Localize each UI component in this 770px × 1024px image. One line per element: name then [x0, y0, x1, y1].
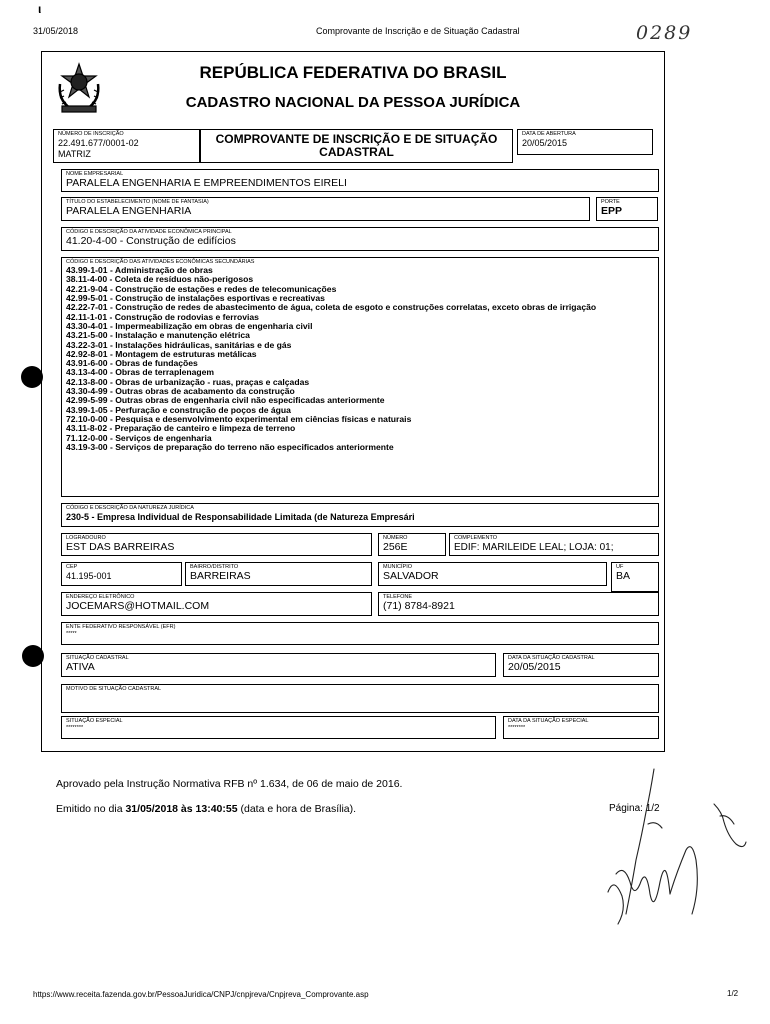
list-item: 43.91-6-00 - Obras de fundações: [66, 358, 198, 369]
complemento-value: EDIF: MARILEIDE LEAL; LOJA: 01;: [454, 542, 614, 553]
email-field: [61, 592, 372, 616]
numero-field: [378, 533, 446, 556]
inscricao-number: 22.491.677/0001-02: [58, 138, 139, 148]
situacao-especial-label: SITUAÇÃO ESPECIAL: [66, 718, 123, 724]
email-label: ENDEREÇO ELETRÔNICO: [66, 594, 135, 600]
atividade-principal-value: 41.20-4-00 - Construção de edifícios: [66, 235, 236, 247]
complemento-label: COMPLEMENTO: [454, 535, 497, 541]
municipio-label: MUNICÍPIO: [383, 564, 413, 570]
list-item: 43.21-5-00 - Instalação e manutenção elétrica: [66, 330, 250, 341]
situacao-especial-value: ********: [66, 725, 84, 731]
porte-label: PORTE: [601, 199, 620, 205]
situacao-label: SITUAÇÃO CADASTRAL: [66, 655, 129, 661]
abertura-field: [517, 129, 653, 155]
list-item: 42.99-5-01 - Construção de instalações esportivas e recreativas: [66, 292, 325, 303]
signature-icon: [596, 764, 766, 934]
hole-punch-icon: [21, 366, 43, 388]
print-date: 31/05/2018: [33, 26, 79, 36]
print-url: https://www.receita.fazenda.gov.br/PessoaJuridica/CNPJ/cnpjreva/Cnpjreva_Comprovante.asp: [33, 990, 369, 999]
logradouro-label: LOGRADOURO: [66, 535, 106, 541]
issued-text: [56, 803, 356, 815]
atividade-principal-label: CÓDIGO E DESCRIÇÃO DA ATIVIDADE ECONÔMICA PRINCIPAL: [66, 229, 232, 235]
list-item: 43.11-8-02 - Preparação de canteiro e limpeza de terreno: [66, 423, 296, 434]
data-situacao-especial-value: ********: [508, 725, 526, 731]
bairro-value: BARREIRAS: [190, 570, 251, 582]
list-item: 38.11-4-00 - Coleta de resíduos não-perigosos: [66, 274, 254, 285]
natureza-juridica-field: [61, 503, 659, 527]
cep-value: 41.195-001: [66, 571, 112, 581]
nome-fantasia-label: TÍTULO DO ESTABELECIMENTO (NOME DE FANTASIA): [66, 199, 209, 205]
nome-empresarial-label: NOME EMPRESARIAL: [66, 171, 124, 177]
uf-field: [611, 562, 659, 592]
data-situacao-value: 20/05/2015: [508, 661, 561, 673]
issued-suffix: (data e hora de Brasília).: [237, 803, 357, 815]
cep-label: CEP: [66, 564, 78, 570]
comprovante-title-box: [200, 129, 513, 163]
nome-empresarial-field: [61, 169, 659, 192]
inscricao-label: NÚMERO DE INSCRIÇÃO: [58, 131, 124, 137]
telefone-value: (71) 8784-8921: [383, 600, 455, 612]
situacao-value: ATIVA: [66, 661, 95, 673]
cnpj-title: CADASTRO NACIONAL DA PESSOA JURÍDICA: [185, 94, 521, 111]
approved-text: Aprovado pela Instrução Normativa RFB nº 1.634, de 06 de maio de 2016.: [56, 778, 403, 790]
list-item: 43.30-4-01 - Impermeabilização em obras de engenharia civil: [66, 320, 313, 331]
numero-label: NÚMERO: [383, 535, 408, 541]
list-item: 43.22-3-01 - Instalações hidráulicas, sanitárias e de gás: [66, 339, 292, 350]
corner-mark: ι: [38, 2, 42, 16]
logradouro-value: EST DAS BARREIRAS: [66, 541, 175, 553]
natureza-juridica-label: CÓDIGO E DESCRIÇÃO DA NATUREZA JURÍDICA: [66, 505, 194, 511]
atividades-secundarias-label: CÓDIGO E DESCRIÇÃO DAS ATIVIDADES ECONÔMICAS SECUNDÁRIAS: [66, 259, 255, 265]
republic-title: REPÚBLICA FEDERATIVA DO BRASIL: [199, 63, 507, 82]
issued-datetime: 31/05/2018 às 13:40:55: [125, 803, 238, 815]
numero-value: 256E: [383, 541, 408, 553]
handwritten-number: 0289: [636, 22, 693, 44]
inscricao-field: [53, 129, 200, 163]
email-value: JOCEMARS@HOTMAIL.COM: [66, 600, 210, 612]
uf-value: BA: [616, 570, 631, 582]
situacao-especial-field: [61, 716, 496, 739]
list-item: 42.22-7-01 - Construção de redes de abastecimento de água, coleta de esgoto e construções correlatas, exceto obras de irrigação: [66, 302, 597, 313]
list-item: 42.92-8-01 - Montagem de estruturas metálicas: [66, 348, 257, 359]
municipio-value: SALVADOR: [383, 570, 439, 582]
comprovante-title-line1: COMPROVANTE DE INSCRIÇÃO E DE SITUAÇÃO: [215, 132, 498, 146]
page-label: Página: 1/2: [609, 803, 660, 814]
inscricao-type: MATRIZ: [58, 149, 91, 159]
list-item: 43.30-4-99 - Outras obras de acabamento da construção: [66, 386, 295, 397]
data-situacao-especial-label: DATA DA SITUAÇÃO ESPECIAL: [508, 718, 589, 724]
motivo-field: [61, 684, 659, 713]
list-item: 42.21-9-04 - Construção de estações e redes de telecomunicações: [66, 283, 337, 294]
data-situacao-label: DATA DA SITUAÇÃO CADASTRAL: [508, 655, 595, 661]
municipio-field: [378, 562, 607, 586]
cep-field: [61, 562, 182, 586]
hole-punch-icon: [22, 645, 44, 667]
abertura-value: 20/05/2015: [522, 138, 568, 148]
atividades-secundarias-list: [66, 266, 654, 452]
efr-label: ENTE FEDERATIVO RESPONSÁVEL (EFR): [66, 624, 176, 630]
list-item: 43.19-3-00 - Serviços de preparação do terreno não especificados anteriormente: [66, 441, 394, 452]
list-item: 43.99-1-01 - Administração de obras: [66, 265, 213, 275]
bairro-label: BAIRRO/DISTRITO: [190, 564, 239, 570]
nome-fantasia-field: [61, 197, 590, 221]
telefone-field: [378, 592, 659, 616]
list-item: 42.13-8-00 - Obras de urbanização - ruas, praças e calçadas: [66, 376, 310, 387]
print-page: 1/2: [727, 989, 739, 998]
efr-field: [61, 622, 659, 645]
list-item: 42.99-5-99 - Outras obras de engenharia civil não especificadas anteriormente: [66, 395, 385, 406]
natureza-juridica-value: 230-5 - Empresa Individual de Responsabilidade Limitada (de Natureza Empresári: [66, 512, 415, 522]
issued-prefix: Emitido no dia: [56, 803, 126, 815]
motivo-label: MOTIVO DE SITUAÇÃO CADASTRAL: [66, 686, 162, 692]
nome-fantasia-value: PARALELA ENGENHARIA: [66, 205, 192, 217]
telefone-label: TELEFONE: [383, 594, 413, 600]
bairro-field: [185, 562, 372, 586]
nome-empresarial-value: PARALELA ENGENHARIA E EMPREENDIMENTOS EIRELI: [66, 177, 347, 189]
list-item: 43.99-1-05 - Perfuração e construção de poços de água: [66, 404, 291, 415]
porte-value: EPP: [601, 205, 623, 217]
complemento-field: [449, 533, 659, 556]
abertura-label: DATA DE ABERTURA: [522, 131, 576, 137]
list-item: 72.10-0-00 - Pesquisa e desenvolvimento experimental em ciências físicas e naturais: [66, 414, 412, 424]
data-situacao-especial-field: [503, 716, 659, 739]
atividade-principal-field: [61, 227, 659, 251]
data-situacao-field: [503, 653, 659, 677]
uf-label: UF: [616, 564, 624, 570]
list-item: 43.13-4-00 - Obras de terraplenagem: [66, 367, 215, 378]
atividades-secundarias-field: [61, 257, 659, 497]
print-title: Comprovante de Inscrição e de Situação Cadastral: [316, 26, 520, 36]
situacao-field: [61, 653, 496, 677]
logradouro-field: [61, 533, 372, 556]
efr-value: *****: [66, 631, 77, 637]
porte-field: [596, 197, 658, 221]
comprovante-title-line2: CADASTRAL: [319, 145, 394, 159]
list-item: 42.11-1-01 - Construção de rodovias e ferrovias: [66, 311, 259, 322]
list-item: 71.12-0-00 - Serviços de engenharia: [66, 432, 212, 443]
